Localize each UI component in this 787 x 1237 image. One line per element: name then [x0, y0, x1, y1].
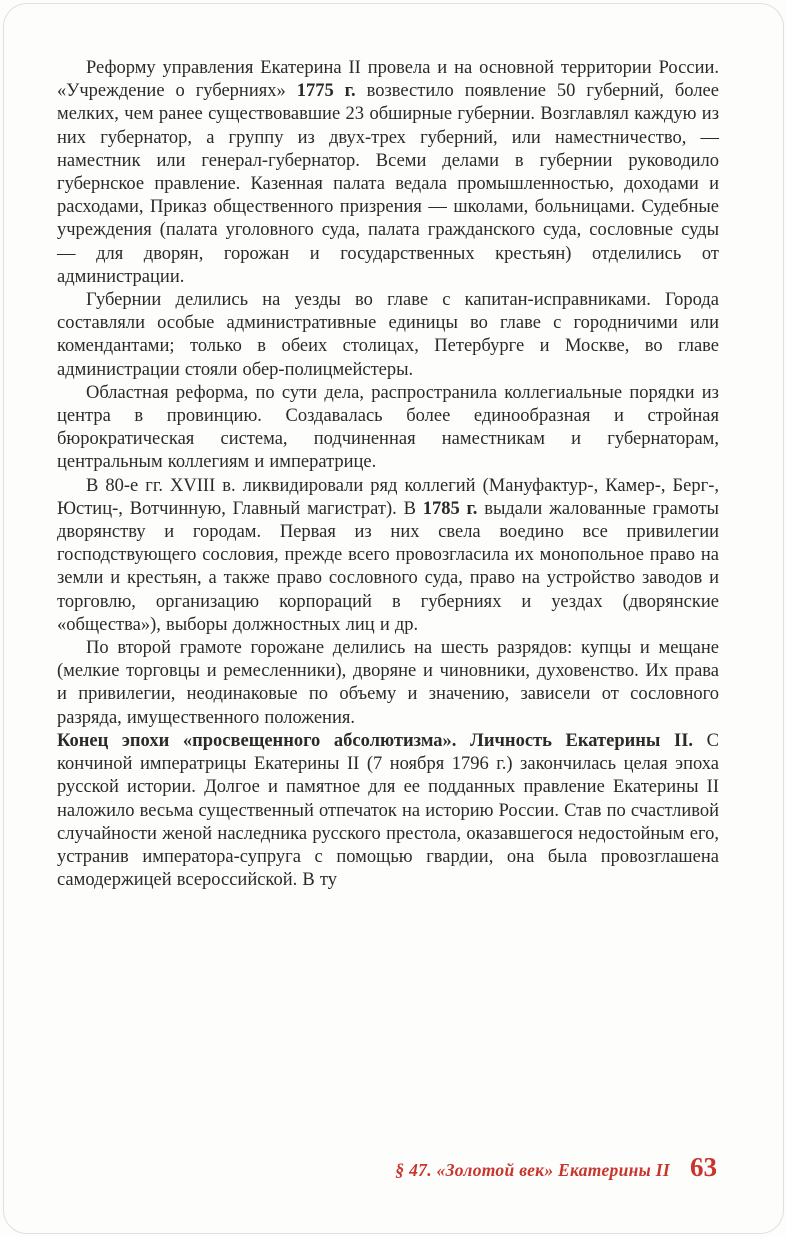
bold-text-run: Конец эпохи «просвещенного абсолютизма». Личность Екатерины II. [57, 730, 694, 751]
body-text [57, 57, 719, 892]
text-run: выдали жалованные грамоты дворянству и городам. Первая из них свела воедино все привилегии господствующего сословия, прежде всего провозгласила их монопольное право на земли и крестьян, а также право сословного суда, право на устройство заводов и торговлю, организацию корпораций в губерниях и уездах (дворянские «общества»), выборы должностных лиц и др. [57, 498, 719, 635]
bold-text-run: 1775 г. [296, 81, 356, 102]
page-number: 63 [690, 1152, 717, 1182]
text-run: С кончиной императрицы Екатерины II (7 ноября 1796 г.) закончилась целая эпоха русской истории. Долгое и памятное для ее подданных правление Екатерины II наложило весьма существенный отпечаток на историю России. Став по счастливой случайности женой наследника русского престола, оказавшегося недостойным его, устранив императора-супруга с помощью гвардии, она была провозглашена самодержицей всероссийской. В ту [57, 730, 719, 891]
paragraph [57, 730, 719, 892]
text-run: По второй грамоте горожане делились на шесть разрядов: купцы и мещане (мелкие торговцы и ремесленники), дворяне и чиновники, духовенство. Их права и привилегии, неодинаковые по объему и значению, зависели от сословного разряда, имущественного положения. [57, 638, 719, 728]
text-run: Реформу управления Екатерина II провела и на основной территории России. «Учреждение о губерниях» [57, 58, 719, 102]
text-run: возвестило появление 50 губерний, более мелких, чем ранее существовавшие 23 обширные губернии. Возглавлял каждую из них губернатор, а группу из двух-трех губерний, или наместничество, — наместник или генерал-губернатор. Всеми делами в губернии руководило губернское правление. Казенная палата ведала промышленностью, доходами и расходами, Приказ общественного призрения — школами, больницами. Судебные учреждения (палата уголовного суда, палата гражданского суда, сословные суды — для дворян, горожан и государственных крестьян) отделились от администрации. [57, 81, 719, 287]
text-run: Областная реформа, по сути дела, распространила коллегиальные порядки из центра в провинцию. Создавалась более единообразная и стройная бюрократическая система, подчиненная наместникам и губернаторам, центральным коллегиям и императрице. [57, 382, 719, 473]
paragraph [57, 382, 719, 475]
section-title: § 47. «Золотой век» Екатерины II [395, 1160, 670, 1180]
text-run: В 80-е гг. XVIII в. ликвидировали ряд коллегий (Мануфактур-, Камер-, Берг-, Юстиц-, Вотчинную, Главный магистрат). В [57, 475, 719, 519]
paragraph [57, 289, 719, 382]
paragraph [57, 475, 719, 637]
bold-text-run: 1785 г. [422, 498, 478, 519]
text-run: Губернии делились на уезды во главе с капитан-исправниками. Города составляли особые административные единицы во главе с городничими или комендантами; только в обеих столицах, Петербурге и Москве, во главе администрации стояли обер-полицмейстеры. [57, 290, 719, 380]
page-footer [395, 1152, 717, 1183]
paragraph [57, 57, 719, 289]
paragraph [57, 637, 719, 730]
